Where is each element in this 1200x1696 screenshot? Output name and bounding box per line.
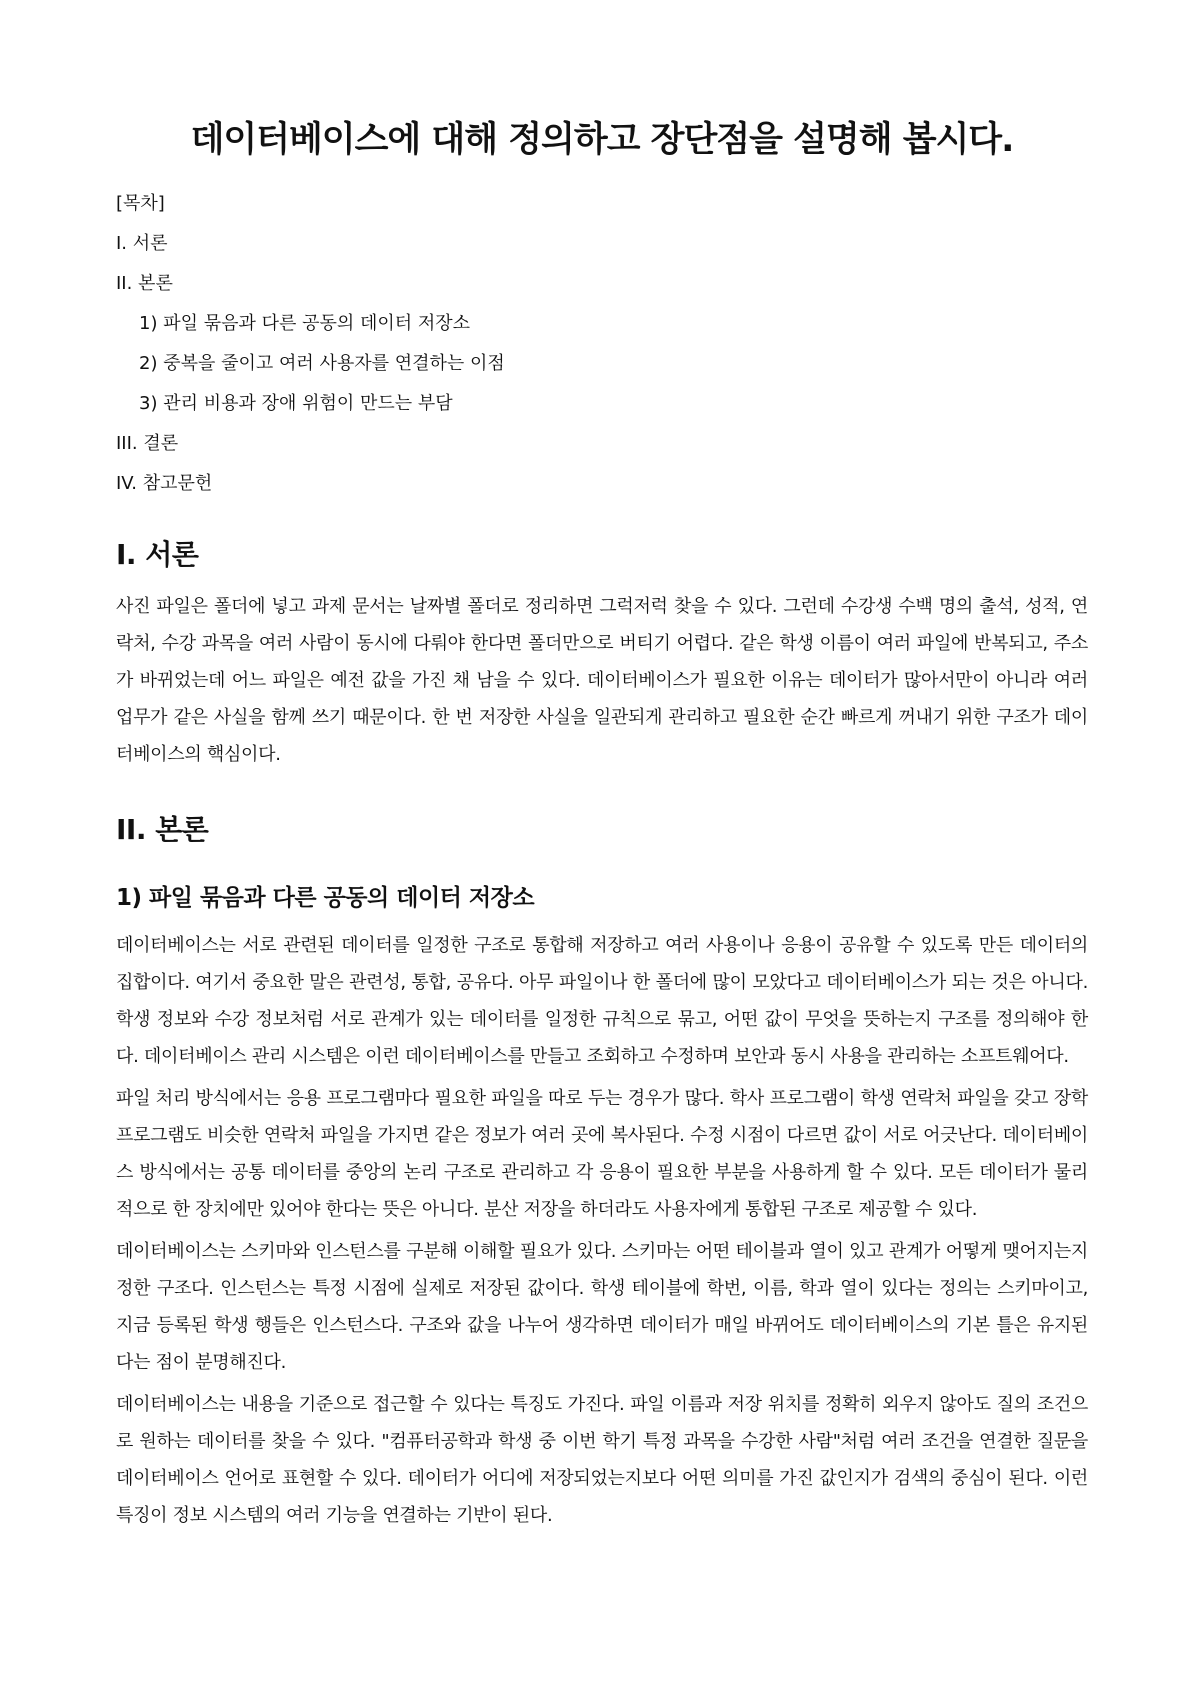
toc-item-body: II. 본론 [116, 272, 173, 294]
toc-item-body-1: 1) 파일 묶음과 다른 공동의 데이터 저장소 [139, 312, 471, 334]
body-paragraph: 데이터베이스는 스키마와 인스턴스를 구분해 이해할 필요가 있다. 스키마는 어떤 테이블과 열이 있고 관계가 어떻게 맺어지는지 정한 구조다. 인스턴스는 특정 시점에 실제로 저장된 값이다. 학생 테이블에 학번, 이름, 학과 열이 있다는 정의는 스키마이고, 지금 등록된 학생 행들은 인스턴스다. 구조와 값을 나누어 생각하면 데이터가 매일 바뀌어도 데이터베이스의 기본 틀은 유지된다는 점이 분명해진다. [116, 1241, 1088, 1374]
body-paragraph: 파일 처리 방식에서는 응용 프로그램마다 필요한 파일을 따로 두는 경우가 많다. 학사 프로그램이 학생 연락처 파일을 갖고 장학 프로그램도 비슷한 연락처 파일을 가지면 같은 정보가 여러 곳에 복사된다. 수정 시점이 다르면 값이 서로 어긋난다. 데이터베이스 방식에서는 공통 데이터를 중앙의 논리 구조로 관리하고 각 응용이 필요한 부분을 사용하게 할 수 있다. 모든 데이터가 물리적으로 한 장치에만 있어야 한다는 뜻은 아니다. 분산 저장을 하더라도 사용자에게 통합된 구조로 제공할 수 있다. [116, 1088, 1088, 1221]
body-paragraph: 데이터베이스는 내용을 기준으로 접근할 수 있다는 특징도 가진다. 파일 이름과 저장 위치를 정확히 외우지 않아도 질의 조건으로 원하는 데이터를 찾을 수 있다. "컴퓨터공학과 학생 중 이번 학기 특정 과목을 수강한 사람"처럼 여러 조건을 연결한 질문을 데이터베이스 언어로 표현할 수 있다. 데이터가 어디에 저장되었는지보다 어떤 의미를 가진 값인지가 검색의 중심이 된다. 이런 특징이 정보 시스템의 여러 기능을 연결하는 기반이 된다. [116, 1394, 1088, 1527]
toc-item-intro: I. 서론 [116, 232, 168, 254]
toc-item-conclusion: III. 결론 [116, 432, 179, 454]
subsection-heading: 1) 파일 묶음과 다른 공동의 데이터 저장소 [116, 884, 535, 911]
toc-item-references: IV. 참고문헌 [116, 472, 213, 494]
toc-heading: [목차] [116, 192, 165, 214]
document-title: 데이터베이스에 대해 정의하고 장단점을 설명해 봅시다. [190, 120, 1014, 160]
body-heading: II. 본론 [116, 813, 209, 847]
body-section [116, 813, 1088, 1534]
intro-section [116, 538, 1088, 774]
toc-item-body-3: 3) 관리 비용과 장애 위험이 만드는 부담 [139, 392, 453, 414]
body-subsection-1 [116, 885, 1088, 1535]
toc-item-body-2: 2) 중복을 줄이고 여러 사용자를 연결하는 이점 [139, 352, 505, 374]
body-paragraph: 데이터베이스는 서로 관련된 데이터를 일정한 구조로 통합해 저장하고 여러 사용이나 응용이 공유할 수 있도록 만든 데이터의 집합이다. 여기서 중요한 말은 관련성, 통합, 공유다. 아무 파일이나 한 폴더에 많이 모았다고 데이터베이스가 되는 것은 아니다. 학생 정보와 수강 정보처럼 서로 관계가 있는 데이터를 일정한 규칙으로 묶고, 어떤 값이 무엇을 뜻하는지 구조를 정의해야 한다. 데이터베이스 관리 시스템은 이런 데이터베이스를 만들고 조회하고 수정하며 보안과 동시 사용을 관리하는 소프트웨어다. [116, 935, 1088, 1068]
intro-paragraph: 사진 파일은 폴더에 넣고 과제 문서는 날짜별 폴더로 정리하면 그럭저럭 찾을 수 있다. 그런데 수강생 수백 명의 출석, 성적, 연락처, 수강 과목을 여러 사람이 동시에 다뤄야 한다면 폴더만으로 버티기 어렵다. 같은 학생 이름이 여러 파일에 반복되고, 주소가 바뀌었는데 어느 파일은 예전 값을 가진 채 남을 수 있다. 데이터베이스가 필요한 이유는 데이터가 많아서만이 아니라 여러 업무가 같은 사실을 함께 쓰기 때문이다. 한 번 저장한 사실을 일관되게 관리하고 필요한 순간 빠르게 꺼내기 위한 구조가 데이터베이스의 핵심이다. [116, 596, 1088, 766]
intro-heading: I. 서론 [116, 537, 199, 571]
table-of-contents [116, 192, 1088, 496]
